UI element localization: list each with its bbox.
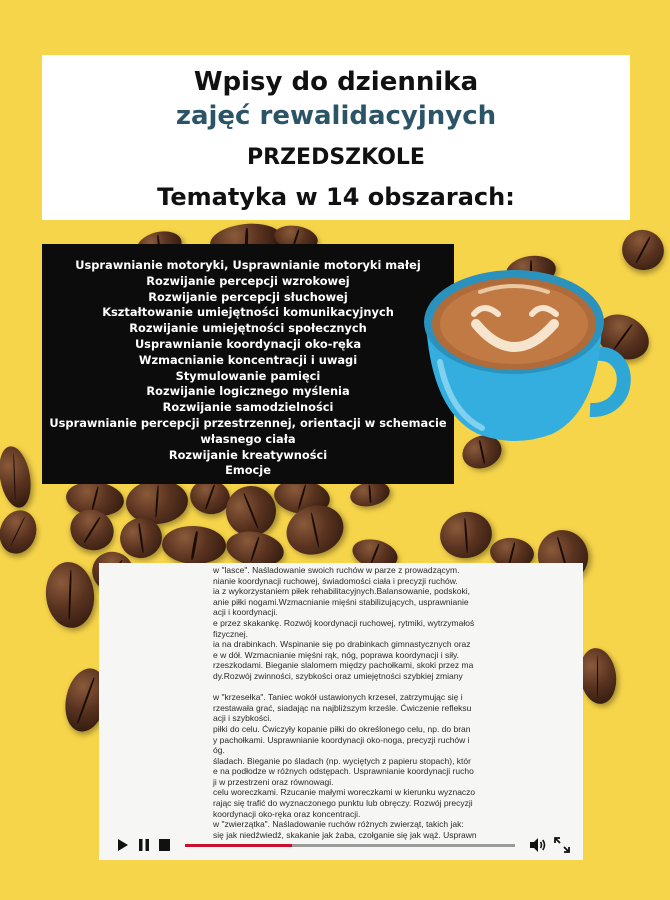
volume-icon[interactable]: [529, 837, 547, 853]
title-line-1: Wpisy do dziennika: [193, 67, 479, 97]
topic-item: Stymulowanie pamięci: [175, 368, 321, 383]
play-icon[interactable]: [117, 838, 129, 852]
topic-item: Wzmacnianie koncentracji i uwagi: [138, 352, 358, 367]
document-line: acji i koordynacji.: [213, 607, 278, 618]
topic-item: Rozwijanie kreatywności: [168, 447, 328, 462]
topic-item: własnego ciała: [200, 431, 296, 446]
title-card: [42, 55, 630, 220]
stop-icon[interactable]: [158, 838, 171, 852]
document-line: nianie koordynacji ruchowej, świadomości ciała i precyzji ruchów.: [213, 575, 458, 586]
document-line: celu woreczkami. Rzucanie małymi woreczkami w kierunku wyznaczo: [213, 787, 476, 798]
coffee-bean: [0, 444, 35, 510]
document-line: e w dół. Wzmacnianie mięśni rąk, nóg, poprawa koordynacji i siły.: [213, 649, 459, 660]
coffee-bean: [436, 507, 496, 563]
document-line: dy.Rozwój zwinności, szybkości oraz umiejętności szybkiej zmiany: [213, 670, 463, 681]
pause-icon[interactable]: [138, 838, 150, 852]
topic-item: Usprawnianie percepcji przestrzennej, orientacji w schemacie: [49, 415, 447, 430]
document-line: e przez skakankę. Rozwój koordynacji ruchowej, rytmiki, wytrzymałoś: [213, 617, 475, 628]
coffee-bean: [161, 525, 226, 565]
coffee-bean: [43, 560, 98, 631]
progress-fill: [185, 844, 292, 847]
document-line: e na podłodze w różnych odstępach. Usprawnianie koordynacji rucho: [213, 766, 474, 777]
document-line: ia z wykorzystaniem piłek rehabilitacyjnych.Balansowanie, podskoki,: [213, 586, 471, 597]
document-line: w "lasce". Naśladowanie swoich ruchów w parze z prowadzącym.: [213, 565, 460, 575]
title-line-4: Tematyka w 14 obszarach:: [157, 183, 515, 211]
topic-item: Rozwijanie logicznego myślenia: [146, 384, 350, 399]
topic-item: Usprawnianie motoryki, Usprawnianie motoryki małej: [75, 258, 421, 272]
topic-item: Rozwijanie percepcji wzrokowej: [146, 273, 350, 288]
document-line: rzestawała grać, siadając na najbliższym krześle. Ćwiczenie refleksu: [213, 702, 472, 713]
document-line: rzeszkodami. Bieganie slalomem między pachołkami, skoki przez ma: [213, 660, 474, 671]
progress-bar[interactable]: [185, 844, 515, 847]
topic-item: Emocje: [225, 463, 271, 478]
document-line: piłki do celu. Ćwiczyły kopanie piłki do określonego celu, np. do bran: [213, 723, 471, 734]
document-line: acji i szybkości.: [213, 713, 272, 724]
document-line: w "zwierzątka". Naśladowanie ruchów różnych zwierząt, takich jak:: [213, 819, 464, 830]
coffee-cup-icon: [420, 262, 635, 447]
document-line: fizycznej.: [213, 628, 248, 639]
document-line: ia na drabinkach. Wspinanie się po drabinkach gimnastycznych oraz: [213, 639, 471, 650]
document-preview: [213, 565, 575, 840]
topic-item: Rozwijanie samodzielności: [162, 400, 334, 415]
document-line: anie piłki nogami.Wzmacnianie mięśni stabilizujących, usprawnianie: [213, 596, 469, 607]
player-controls: [99, 831, 583, 860]
document-line: śladach. Bieganie po śladach (np. wyciętych z papieru stopach), któr: [213, 755, 471, 766]
title-line-2: zajęć rewalidacyjnych: [175, 101, 497, 131]
topics-box: [42, 244, 454, 484]
document-line: w "krzesełka". Taniec wokół ustawionych krzeseł, zatrzymując się i: [213, 692, 463, 703]
document-line: óg.: [213, 745, 225, 756]
coffee-bean: [0, 506, 42, 559]
document-line: y pachołkami. Usprawnianie koordynacji oko-noga, precyzji ruchów i: [213, 734, 470, 745]
document-line: [213, 682, 575, 693]
topic-item: Kształtowanie umiejętności komunikacyjnych: [102, 305, 394, 320]
topic-item: Rozwijanie percepcji słuchowej: [148, 289, 348, 304]
document-line: się jak niedźwiedź, skakanie jak żaba, czołganie się jak wąż. Usprawn: [213, 829, 477, 840]
title-line-3: PRZEDSZKOLE: [247, 145, 425, 170]
topic-item: Usprawnianie koordynacji oko-ręka: [134, 336, 362, 351]
document-line: rając się trafić do wyznaczonego punktu lub obręczy. Rozwój precyzji: [213, 798, 473, 809]
video-player[interactable]: [99, 563, 583, 860]
topics-list: [42, 244, 454, 479]
topic-item: Rozwijanie umiejętności społecznych: [129, 321, 367, 336]
document-line: koordynacji oko-ręka oraz koncentracji.: [213, 808, 361, 819]
document-line: ji w przestrzeni oraz równowagi.: [213, 776, 334, 787]
fullscreen-icon[interactable]: [554, 837, 570, 853]
